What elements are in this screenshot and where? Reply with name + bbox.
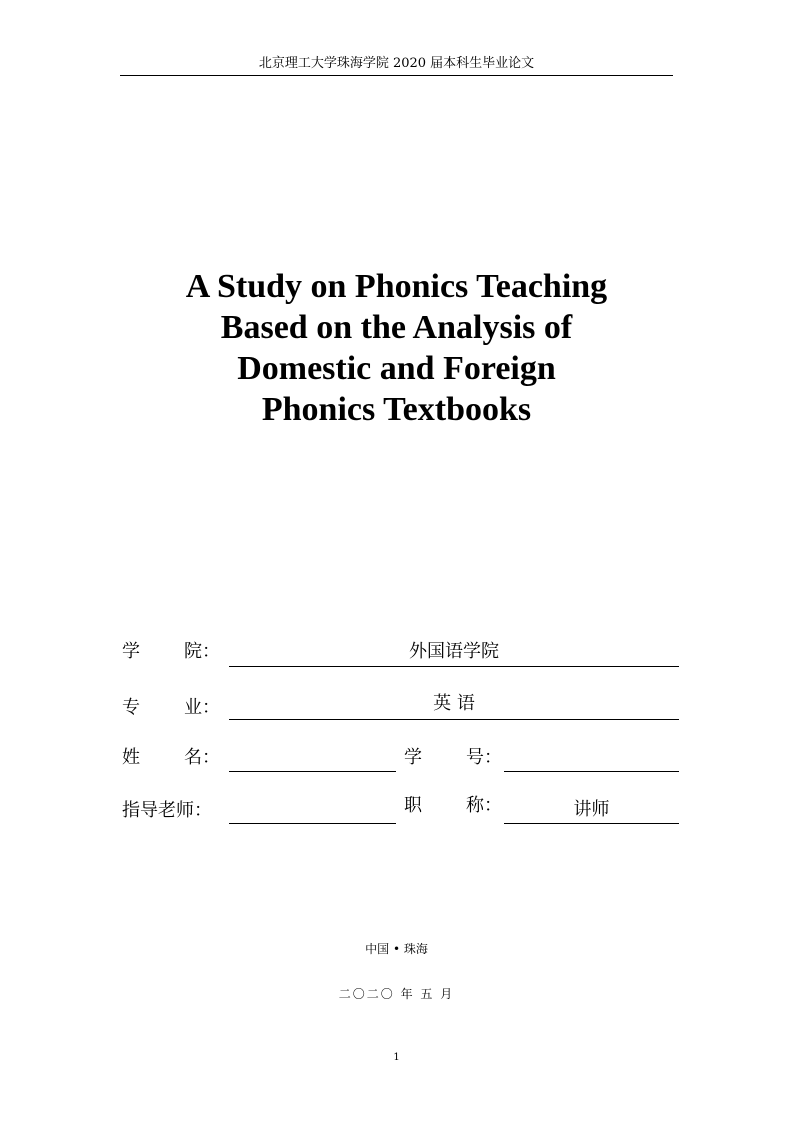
name-label-char: 姓 xyxy=(122,747,140,768)
major-underline xyxy=(229,719,679,720)
header-rule xyxy=(120,75,673,76)
student-id-label-colon: 号： xyxy=(466,747,502,768)
college-label-colon: 院： xyxy=(184,641,220,662)
advisor-underline xyxy=(229,823,396,824)
advisor-label: 指导老师： xyxy=(122,800,212,821)
rank-label-char: 职 xyxy=(404,795,422,816)
major-label-colon: 业： xyxy=(184,697,220,718)
major-label-char: 专 xyxy=(122,697,140,718)
place-line: 中国 • 珠海 xyxy=(365,942,428,956)
student-id-label xyxy=(404,747,504,769)
student-id-underline xyxy=(504,771,679,772)
page-number: 1 xyxy=(393,1052,400,1063)
college-label-char: 学 xyxy=(122,641,140,662)
college-underline xyxy=(229,666,679,667)
student-id-label-char: 学 xyxy=(404,747,422,768)
thesis-title xyxy=(96,266,697,430)
rank-value: 讲师 xyxy=(573,799,610,820)
title-line-2: Based on the Analysis of xyxy=(220,309,573,346)
major-label xyxy=(122,697,222,719)
rank-label-colon: 称： xyxy=(466,795,502,816)
rank-label xyxy=(404,795,504,817)
running-header: 北京理工大学珠海学院 2020 届本科生毕业论文 xyxy=(258,56,535,71)
title-line-4: Phonics Textbooks xyxy=(261,391,532,428)
date-line: 二〇二〇 年 五 月 xyxy=(338,987,455,1001)
name-underline xyxy=(229,771,396,772)
major-value: 英 语 xyxy=(433,693,475,714)
name-label-colon: 名： xyxy=(184,747,220,768)
college-value: 外国语学院 xyxy=(409,641,499,662)
title-line-1: A Study on Phonics Teaching xyxy=(185,268,608,305)
rank-underline xyxy=(504,823,679,824)
college-label xyxy=(122,641,222,663)
name-label xyxy=(122,747,222,769)
title-line-3: Domestic and Foreign xyxy=(237,350,556,387)
